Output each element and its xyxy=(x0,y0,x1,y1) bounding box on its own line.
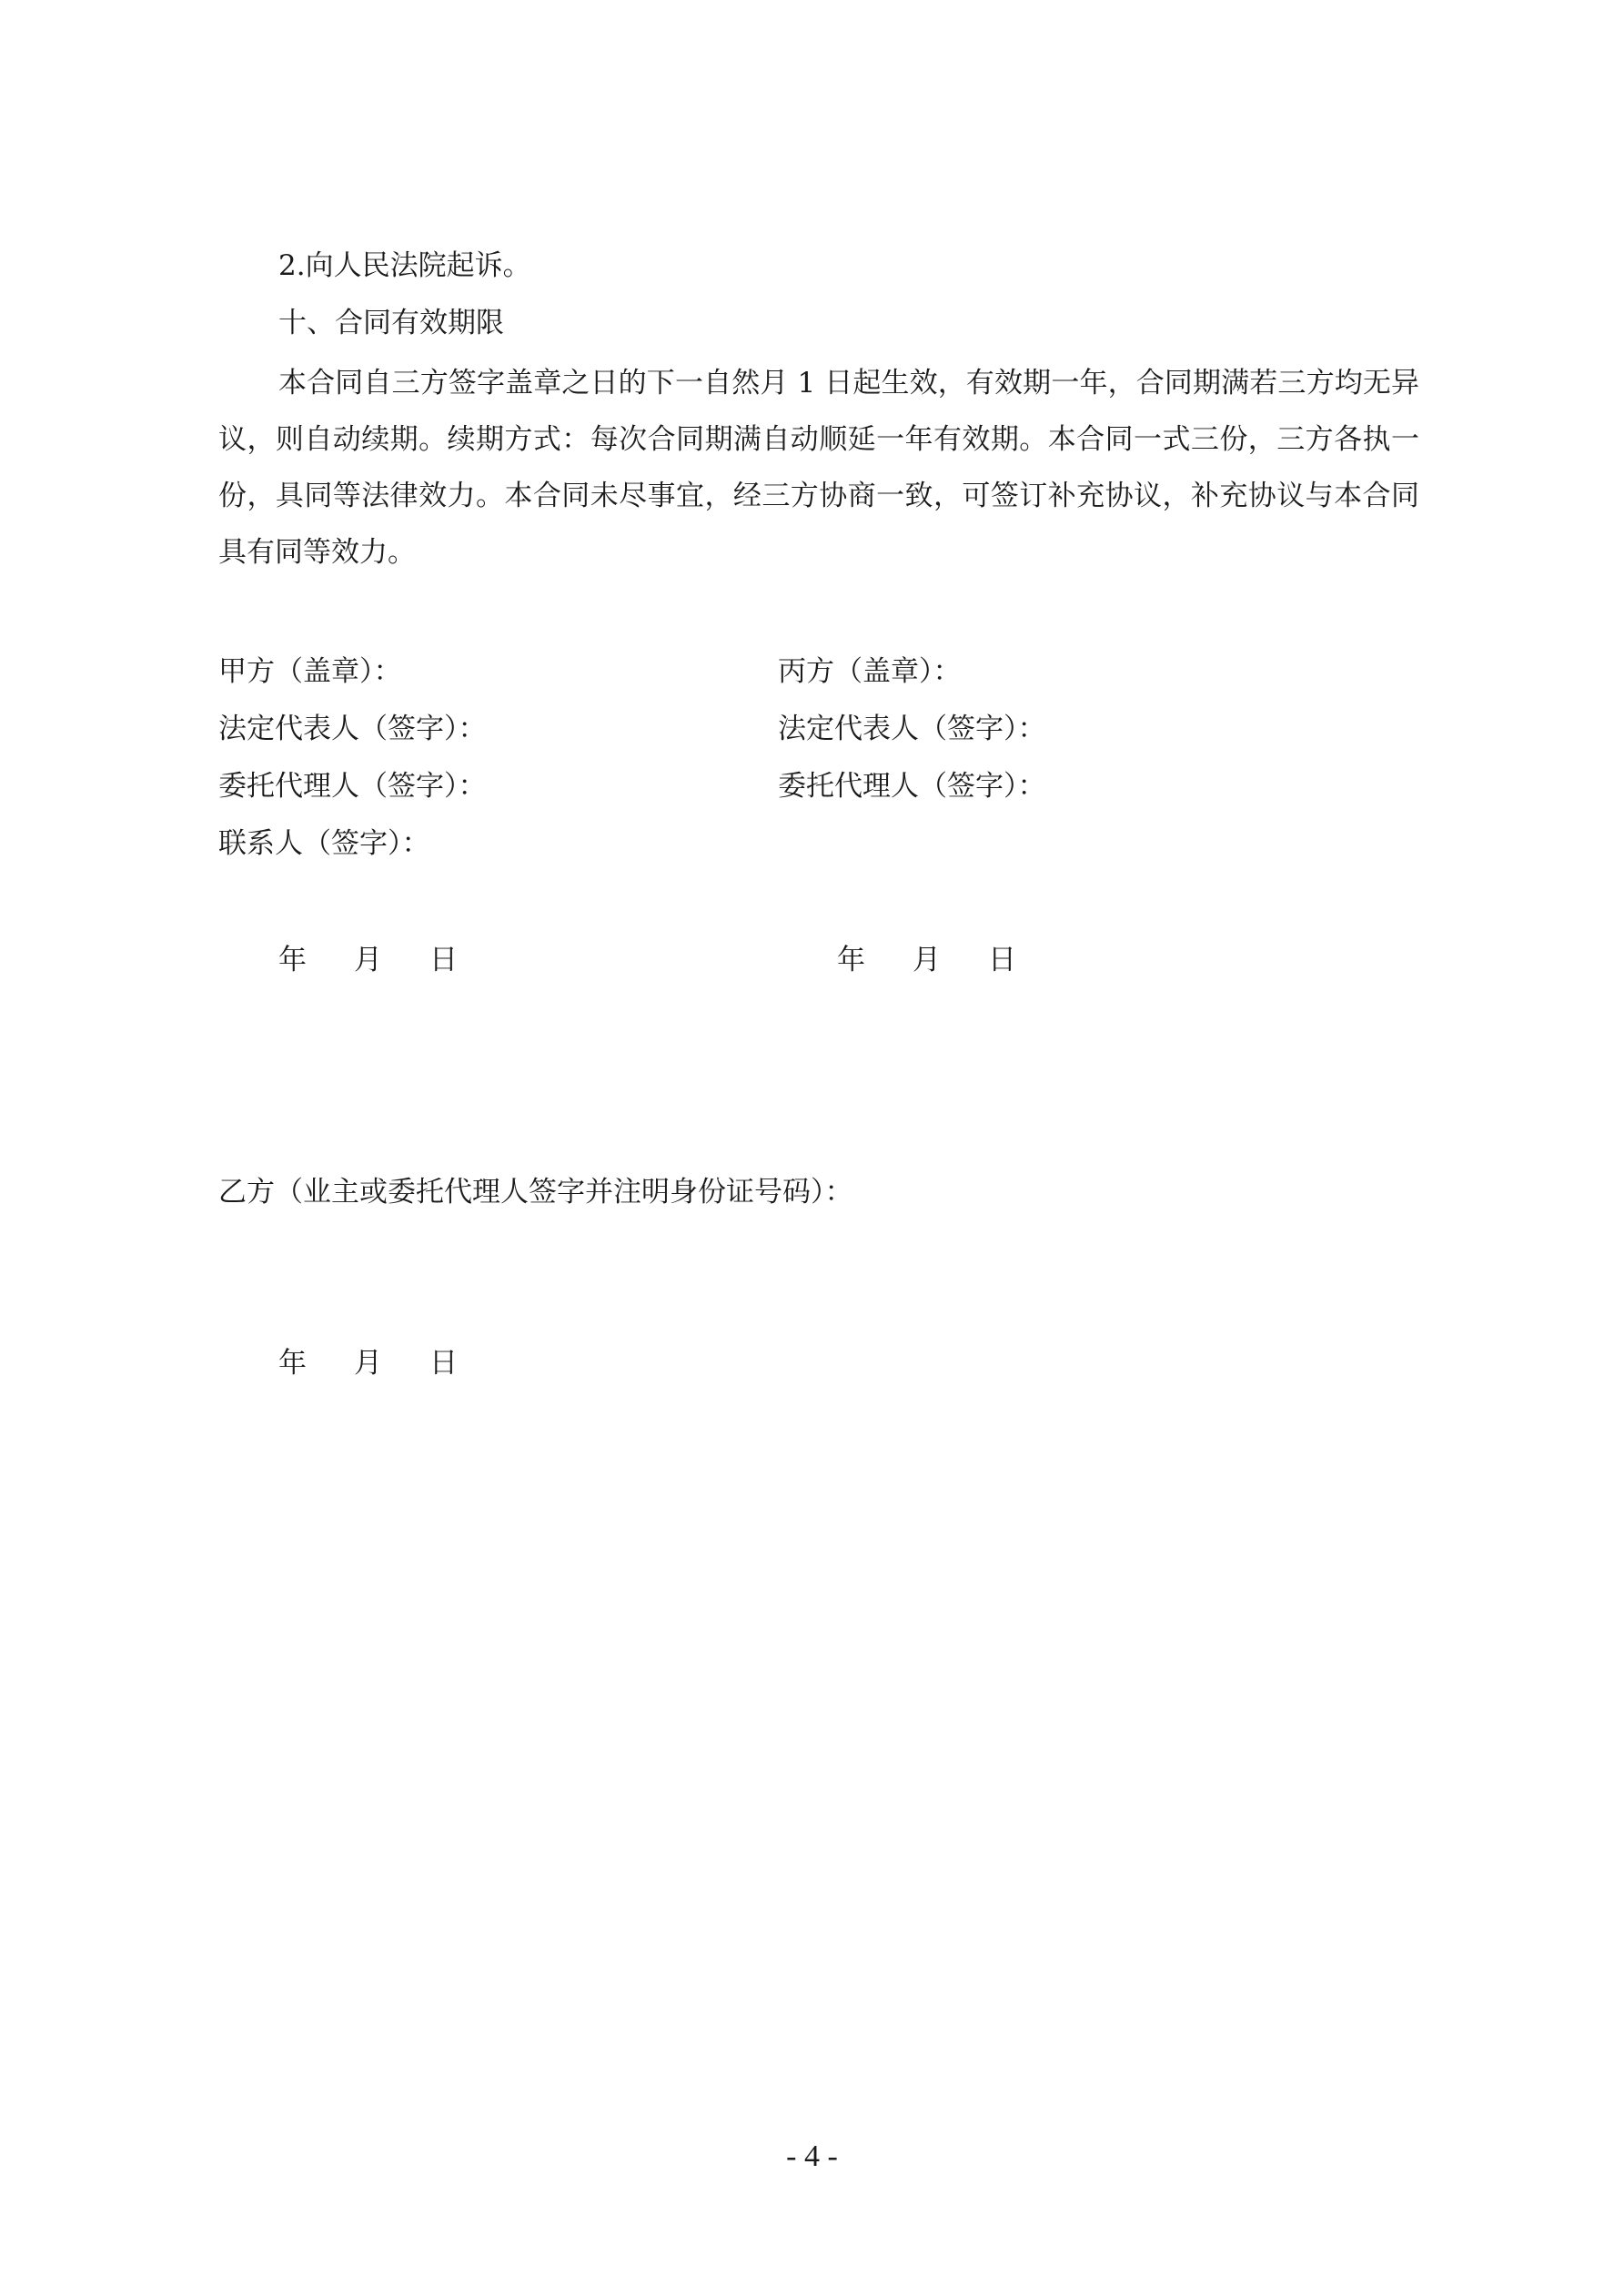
party-c-agent-label: 委托代理人（签字）： xyxy=(778,770,1046,803)
date-year-label: 年 xyxy=(837,944,865,976)
item-2-text: 2.向人民法院起诉。 xyxy=(278,249,531,282)
validity-paragraph: 本合同自三方签字盖章之日的下一自然月 1 日起生效，有效期一年，合同期满若三方均无异议，则自动续期。续期方式：每次合同期满自动顺延一年有效期。本合同一式三份，三方各执一份，具同等法律效力。本合同未尽事宜，经三方协商一致，可签订补充协议，补充协议与本合同具有同等效力。 xyxy=(218,367,1419,569)
section-heading: 十、合同有效期限 xyxy=(278,307,504,339)
date-day-label: 日 xyxy=(429,1347,458,1380)
party-b-date xyxy=(278,1345,458,1381)
party-c-seal-label: 丙方（盖章）： xyxy=(778,655,962,688)
date-month-label: 月 xyxy=(354,944,382,976)
party-b-label: 乙方（业主或委托代理人签字并注明身份证号码）： xyxy=(218,1176,853,1209)
party-a-date xyxy=(278,942,458,978)
party-a-seal-label: 甲方（盖章）： xyxy=(218,655,402,688)
date-month-label: 月 xyxy=(354,1347,382,1380)
date-year-label: 年 xyxy=(278,1347,307,1380)
page-number: - 4 - xyxy=(786,2139,838,2173)
date-day-label: 日 xyxy=(988,944,1016,976)
party-a-contact-label: 联系人（签字）： xyxy=(218,827,430,860)
party-c-date xyxy=(837,942,1016,978)
date-month-label: 月 xyxy=(913,944,941,976)
party-a-legal-rep-label: 法定代表人（签字）： xyxy=(218,713,487,745)
party-a-agent-label: 委托代理人（签字）： xyxy=(218,770,487,803)
date-year-label: 年 xyxy=(278,944,307,976)
date-day-label: 日 xyxy=(429,944,458,976)
party-c-legal-rep-label: 法定代表人（签字）： xyxy=(778,713,1046,745)
